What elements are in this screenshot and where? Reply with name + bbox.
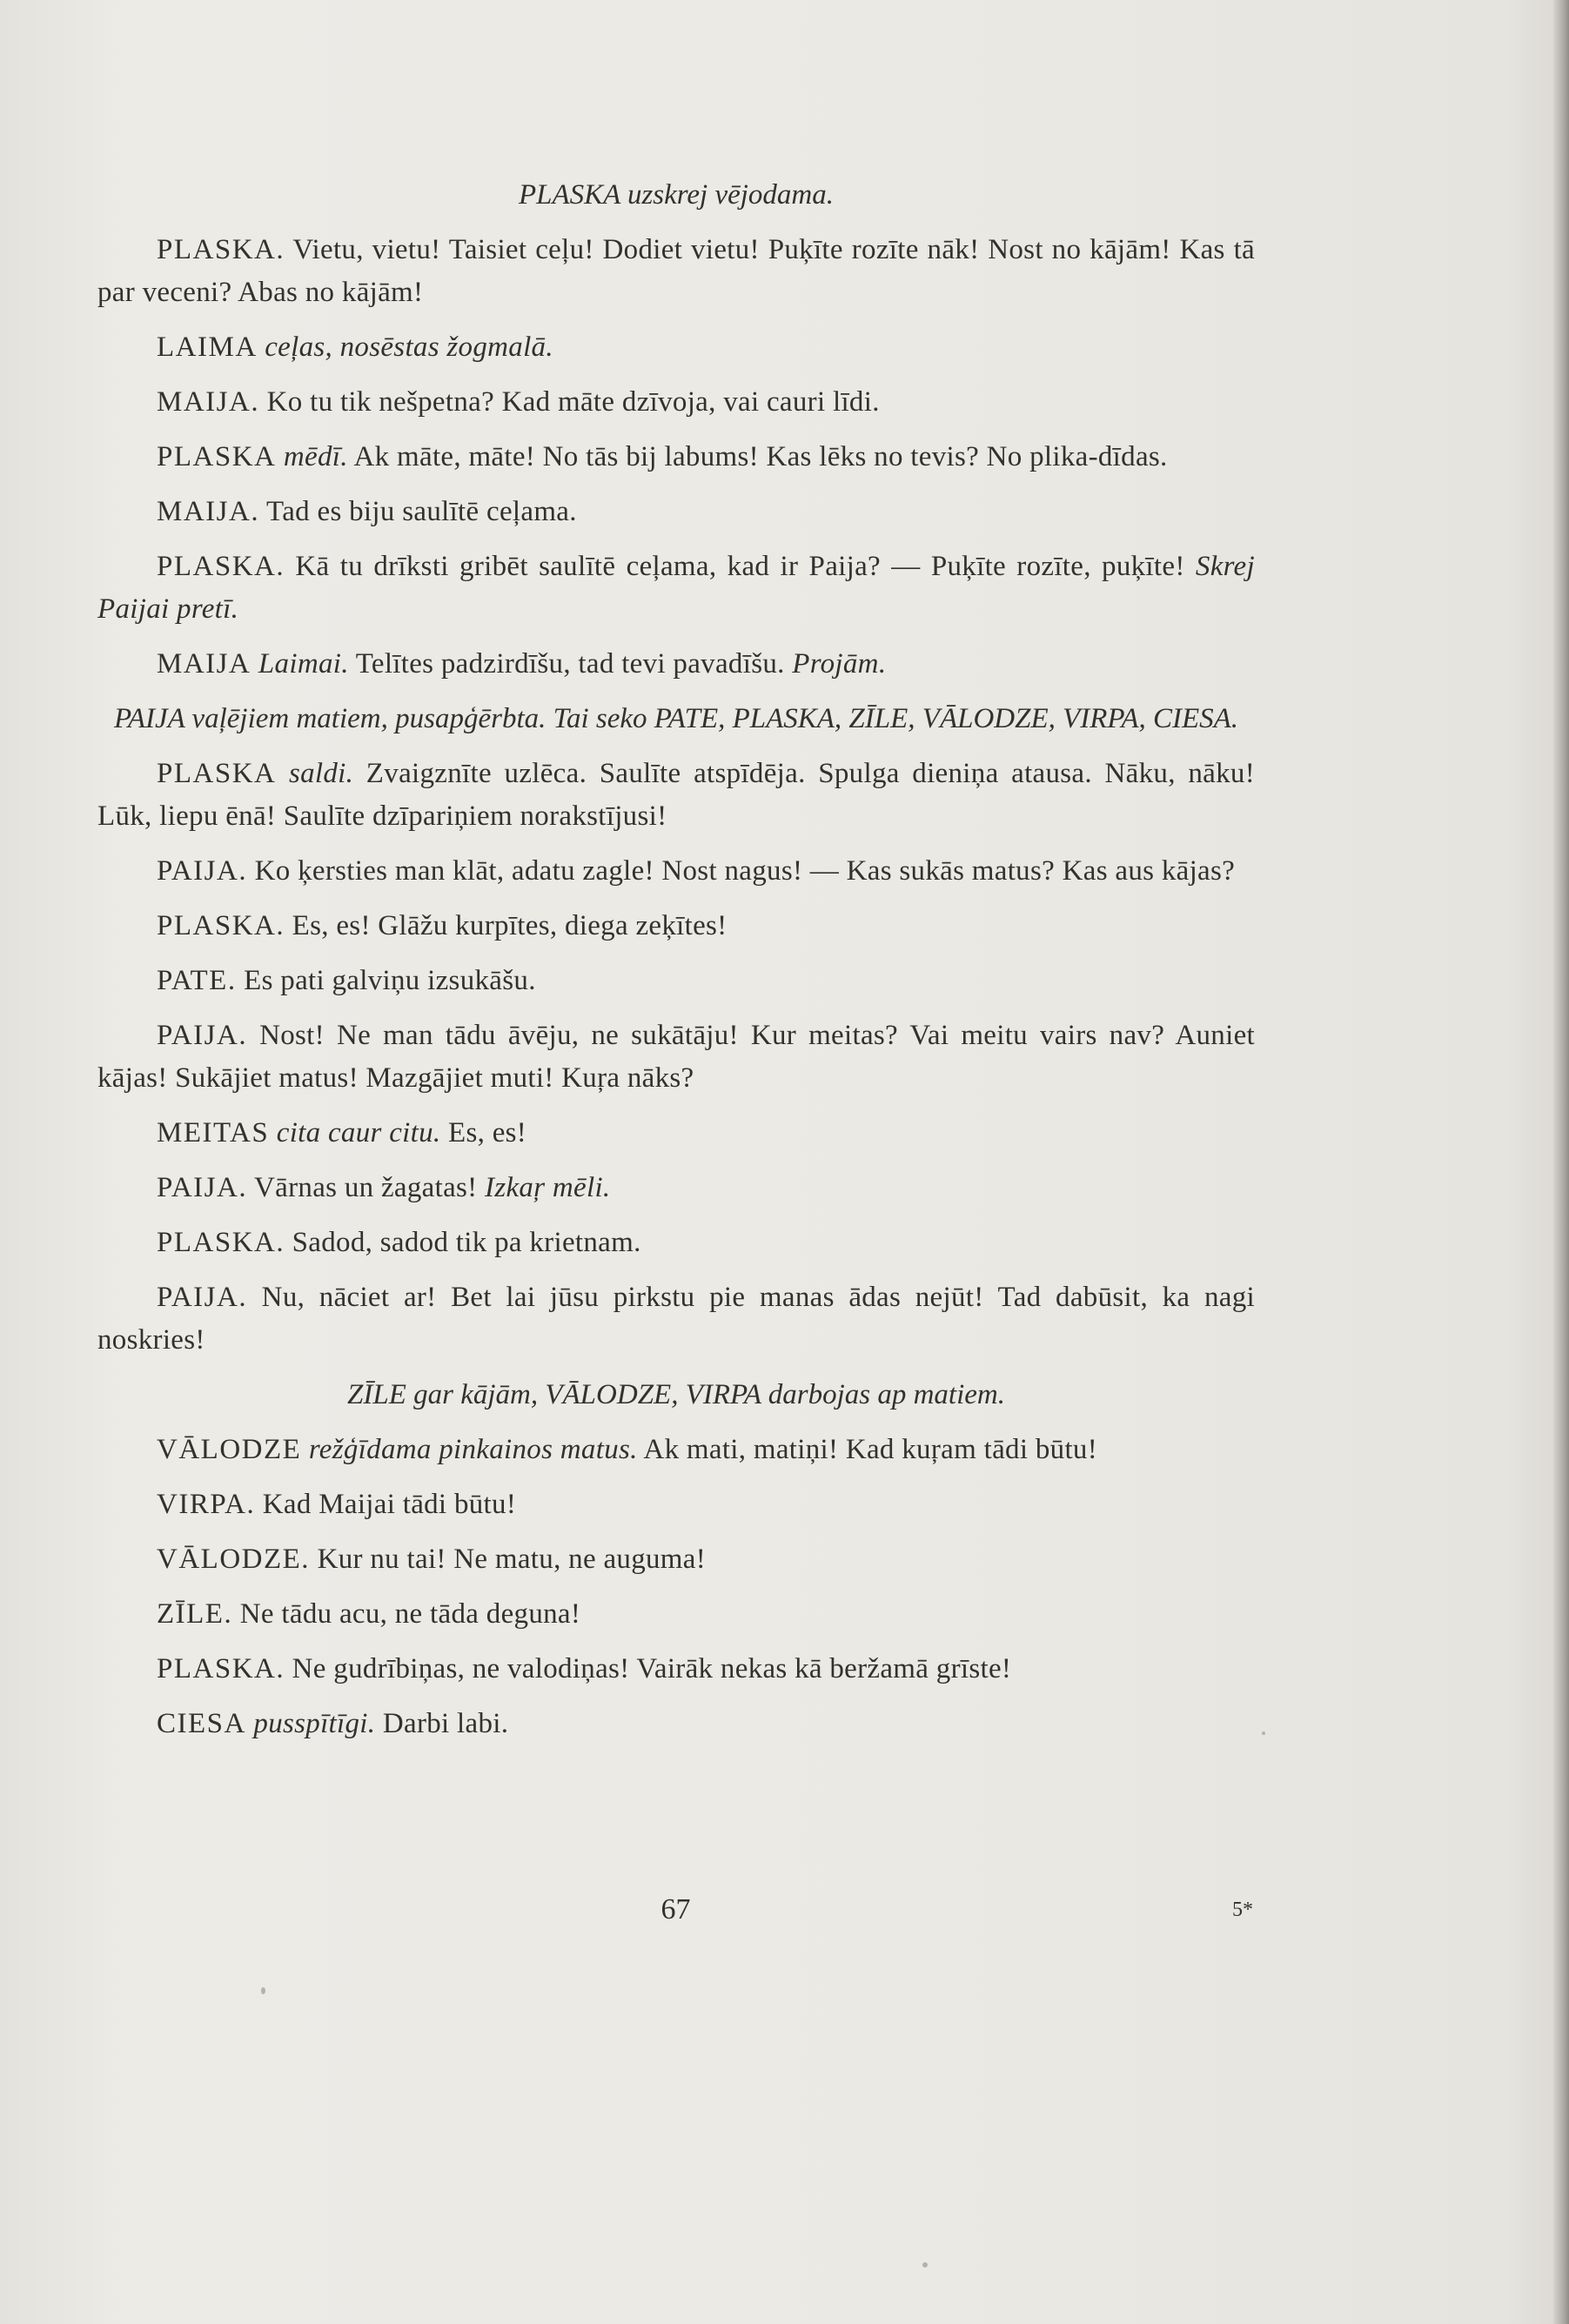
speaker: PAIJA. (157, 1282, 248, 1313)
speaker: PLASKA. (157, 910, 285, 941)
speech: Zvaigznīte uzlēca. Saulīte atspīdēja. Spulga dieniņa atausa. Nāku, nāku! Lūk, liepu ēnā! Saulīte dzīpariņiem norakstījusi! (97, 758, 1255, 832)
direction: Izkaŗ mēli. (477, 1172, 611, 1203)
dialogue-line (97, 1538, 1255, 1581)
dialogue-line (97, 1703, 1255, 1745)
speech: Telītes padzirdīšu, tad tevi pavadīšu. (348, 648, 785, 680)
page-number: 67 (660, 1893, 691, 1926)
speaker: PLASKA. (157, 234, 285, 265)
dialogue-line (97, 1648, 1255, 1691)
page-edge-shadow (1553, 0, 1569, 2324)
dialogue-line (97, 1112, 1255, 1155)
paper-speck (261, 1987, 265, 1994)
dialogue-line (97, 491, 1255, 533)
speech: Es pati galviņu izsukāšu. (236, 965, 536, 996)
stage-direction: ZĪLE gar kājām, VĀLODZE, VIRPA darbojas ap matiem. (347, 1379, 1005, 1410)
speech: Vietu, vietu! Taisiet ceļu! Dodiet vietu! Puķīte rozīte nāk! Nost no kājām! Kas tā par veceni? Abas no kājām! (97, 234, 1255, 308)
speaker: VĀLODZE. (157, 1544, 311, 1575)
speech: Darbi labi. (375, 1708, 509, 1739)
speaker: CIESA (157, 1708, 246, 1739)
dialogue-line (97, 546, 1255, 631)
dialogue-line (97, 960, 1255, 1002)
direction: Laimai. (251, 648, 349, 680)
speaker: PLASKA (157, 758, 277, 789)
play-text (97, 174, 1255, 1758)
speech: Kā tu drīksti gribēt saulītē ceļama, kad ir Paija? — Puķīte rozīte, puķīte! (285, 551, 1185, 582)
direction: cita caur citu. (269, 1117, 441, 1149)
speech: Ak mati, matiņi! Kad kuŗam tādi būtu! (637, 1434, 1098, 1465)
dialogue-line (97, 643, 1255, 686)
dialogue-line (97, 1015, 1255, 1100)
speech: Sadod, sadod tik pa krietnam. (285, 1227, 641, 1258)
dialogue-line (97, 381, 1255, 424)
speaker: MAIJA. (157, 386, 260, 418)
speaker: MAIJA (157, 648, 251, 680)
speaker: MAIJA. (157, 496, 260, 527)
speaker: PATE. (157, 965, 237, 996)
direction: saldi. (276, 758, 354, 789)
speaker: PAIJA. (157, 855, 248, 887)
dialogue-line (97, 326, 1255, 369)
paper-speck (922, 2262, 928, 2267)
direction: pusspītīgi. (245, 1708, 376, 1739)
speaker: PLASKA. (157, 551, 285, 582)
paper-speck (1262, 1731, 1265, 1735)
speech: Es, es! Glāžu kurpītes, diega zeķītes! (285, 910, 728, 941)
dialogue-line (97, 905, 1255, 948)
speech: Ko tu tik nešpetna? Kad māte dzīvoja, vai cauri līdi. (259, 386, 880, 418)
speaker: MEITAS (157, 1117, 270, 1149)
dialogue-line (97, 1222, 1255, 1264)
stage-direction: PLASKA uzskrej vējodama. (518, 179, 835, 211)
speaker: PAIJA. (157, 1172, 248, 1203)
speaker: PAIJA. (157, 1020, 248, 1051)
speech: Tad es biju saulītē ceļama. (259, 496, 577, 527)
dialogue-line (97, 850, 1255, 893)
speaker: PLASKA (157, 441, 277, 472)
signature-mark: 5* (1232, 1899, 1253, 1921)
direction: Projām. (784, 648, 887, 680)
speech: Ak māte, māte! No tās bij labums! Kas lēks no tevis? No plika-dīdas. (347, 441, 1168, 472)
dialogue-line (97, 1429, 1255, 1471)
direction: Skrej Paijai pretī. (97, 551, 1255, 625)
speaker: PLASKA. (157, 1227, 285, 1258)
dialogue-line (97, 1593, 1255, 1636)
speaker: VIRPA. (157, 1489, 256, 1520)
speech: Nu, nāciet ar! Bet lai jūsu pirkstu pie manas ādas nejūt! Tad dabūsit, ka nagi noskries! (97, 1282, 1255, 1356)
speech: Vārnas un žagatas! (247, 1172, 478, 1203)
dialogue-line (97, 1483, 1255, 1526)
dialogue-line (97, 1167, 1255, 1209)
direction: režģīdama pinkainos matus. (301, 1434, 638, 1465)
speaker: VĀLODZE (157, 1434, 302, 1465)
speaker: LAIMA (157, 332, 258, 363)
speech: Ne tādu acu, ne tāda deguna! (232, 1598, 581, 1630)
speech: Kur nu tai! Ne matu, ne auguma! (310, 1544, 707, 1575)
dialogue-line (97, 1276, 1255, 1362)
dialogue-line (97, 436, 1255, 479)
stage-direction: PAIJA vaļējiem matiem, pusapģērbta. Tai seko PATE, PLASKA, ZĪLE, VĀLODZE, VIRPA, CIESA. (113, 703, 1239, 734)
speech: Es, es! (440, 1117, 527, 1149)
speaker: PLASKA. (157, 1653, 285, 1684)
speech: Ko ķersties man klāt, adatu zagle! Nost nagus! — Kas sukās matus? Kas aus kājas? (247, 855, 1236, 887)
speech: Kad Maijai tādi būtu! (255, 1489, 517, 1520)
speaker: ZĪLE. (157, 1598, 233, 1630)
direction: ceļas, nosēstas žogmalā. (257, 332, 553, 363)
speech: Ne gudrībiņas, ne valodiņas! Vairāk nekas kā beržamā grīste! (285, 1653, 1012, 1684)
dialogue-line (97, 753, 1255, 838)
dialogue-line (97, 229, 1255, 314)
direction: mēdī. (276, 441, 348, 472)
speech: Nost! Ne man tādu āvēju, ne sukātāju! Kur meitas? Vai meitu vairs nav? Auniet kājas! Sukājiet matus! Mazgājiet muti! Kuŗa nāks? (97, 1020, 1255, 1094)
